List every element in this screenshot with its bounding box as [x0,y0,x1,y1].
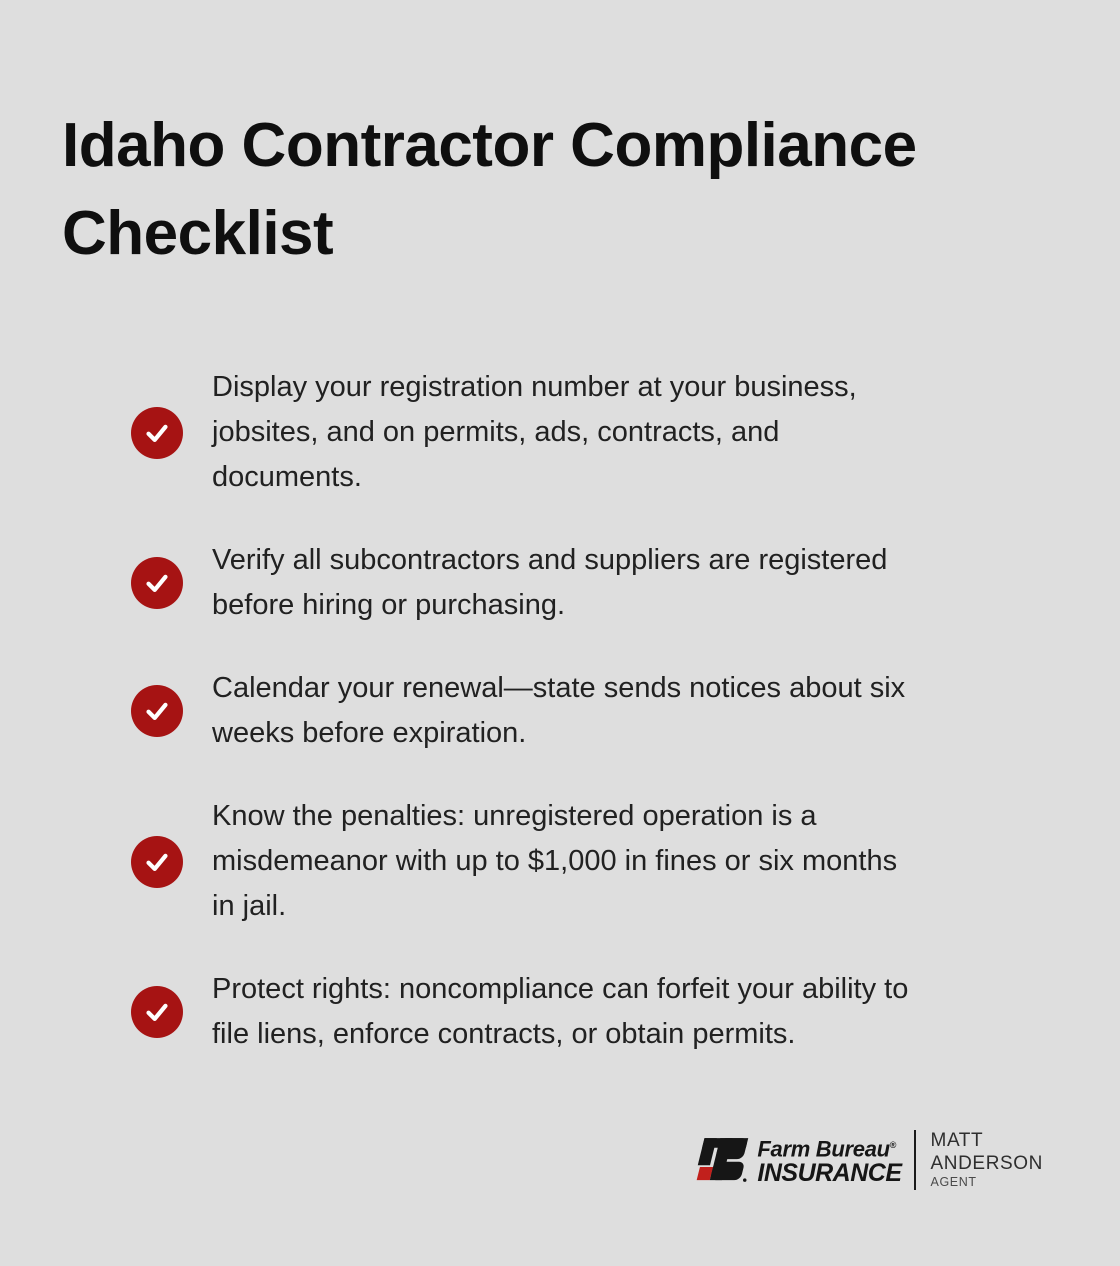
text-line: before hiring or purchasing. [212,589,566,621]
farm-bureau-logo-icon [694,1135,750,1185]
footer-divider [914,1130,916,1190]
agent-role: AGENT [930,1175,977,1189]
brand-division: INSURANCE [757,1158,902,1187]
agent-first-name: MATT [930,1130,984,1151]
check-circle-icon [131,836,183,888]
checklist-item-text [212,538,887,628]
brand-name [757,1134,901,1160]
checklist [0,365,1120,1057]
check-circle-icon [131,685,183,737]
checklist-item-text [212,967,908,1057]
text-line: jobsites, and on permits, ads, contracts, and [212,416,780,448]
text-line: documents. [212,461,362,493]
text-line: Protect rights: noncompliance can forfeit your ability to [212,973,909,1005]
checklist-item [131,365,1050,500]
checklist-item [131,967,1050,1057]
checklist-item [131,538,1050,628]
brand-text [757,1134,901,1185]
text-line: Verify all subcontractors and suppliers are registered [212,544,888,576]
check-circle-icon [131,407,183,459]
checklist-item-text [212,794,897,929]
text-line: weeks before expiration. [212,717,527,749]
checklist-item [131,666,1050,756]
text-line: Calendar your renewal—state sends notices about six [212,672,906,704]
checklist-item [131,794,1050,929]
text-line: Display your registration number at your business, [212,371,857,403]
text-line: in jail. [212,890,287,922]
trademark-symbol: ® [889,1140,897,1151]
checklist-item-text [212,365,857,500]
page-title: Idaho Contractor Compliance Checklist [62,111,917,268]
text-line: file liens, enforce contracts, or obtain permits. [212,1018,796,1050]
agent-last-name: ANDERSON [930,1153,1043,1174]
check-circle-icon [131,986,183,1038]
text-line: Know the penalties: unregistered operation is a [212,800,817,832]
checklist-item-text [212,666,905,756]
text-line: misdemeanor with up to $1,000 in fines or six months [212,845,898,877]
brand-name-text: Farm Bureau [757,1136,890,1162]
agent-block [931,1131,1043,1189]
check-circle-icon [131,557,183,609]
brand-footer [694,1130,1043,1190]
